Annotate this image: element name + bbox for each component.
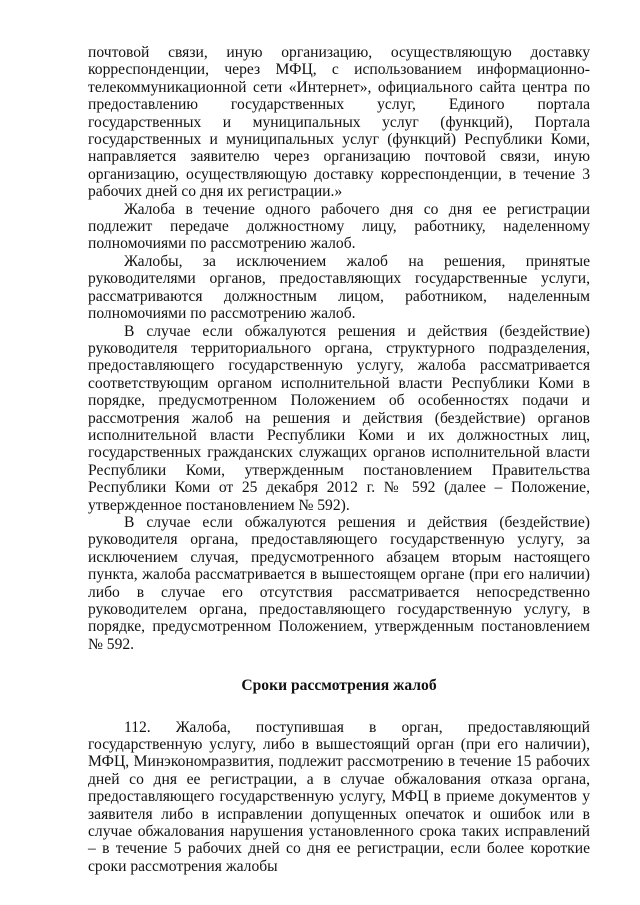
paragraph-territorial-body: В случае если обжалуются решения и действия (бездействие) руководителя территориального органа, структурного подразделения, предоставляющего государственную услугу, жалоба рассматривается соответствующим органом исполнительной власти Республики Коми в порядке, предусмотренном Положением об особенностях подачи и рассмотрения жалоб на решения и действия (бездействие) органов исполнительной власти Республики Коми и их должностных лиц, государственных гражданских служащих органов исполнительной власти Республики Коми, утвержденным постановлением Правительства Республики Коми от 25 декабря 2012 г. № 592 (далее – Положение, утвержденное постановлением № 592). [88,322,590,514]
document-page [88,44,590,875]
paragraph-continuation: почтовой связи, иную организацию, осуществляющую доставку корреспонденции, через МФЦ, с использованием информационно-телекоммуникационной сети «Интернет», официального сайта центра по предоставлению государственных услуг, Единого портала государственных и муниципальных услуг (функций), Портала государственных и муниципальных услуг (функций) Республики Коми, направляется заявителю через организацию почтовой связи, иную организацию, осуществляющую доставку корреспонденции, в течение 3 рабочих дней со дня их регистрации.» [88,44,590,201]
paragraph-complaint-transfer: Жалоба в течение одного рабочего дня со дня ее регистрации подлежит передаче должностному лицу, работнику, наделенному полномочиями по рассмотрению жалоб. [88,200,590,253]
paragraph-head-of-body: В случае если обжалуются решения и действия (бездействие) руководителя органа, предоставляющего государственную услугу, за исключением случая, предусмотренного абзацем вторым настоящего пункта, жалоба рассматривается в вышестоящем органе (при его наличии) либо в случае его отсутствия рассматривается непосредственно руководителем органа, предоставляющего государственную услугу, в порядке, предусмотренном Положением, утвержденным постановлением № 592. [88,513,590,653]
section-heading: Сроки рассмотрения жалоб [241,677,437,695]
paragraph-112: 112. Жалоба, поступившая в орган, предоставляющий государственную услугу, либо в вышестоящий орган (при его наличии), МФЦ, Минэкономразвития, подлежит рассмотрению в течение 15 рабочих дней со дня ее регистрации, а в случае обжалования отказа органа, предоставляющего государственную услугу, МФЦ в приеме документов у заявителя либо в исправлении допущенных опечаток и ошибок или в случае обжалования нарушения установленного срока таких исправлений – в течение 5 рабочих дней со дня ее регистрации, если более короткие сроки рассмотрения жалобы [88,718,590,875]
paragraph-complaint-review: Жалобы, за исключением жалоб на решения, принятые руководителями органов, предоставляющих государственные услуги, рассматриваются должностным лицом, работником, наделенным полномочиями по рассмотрению жалоб. [88,252,590,323]
